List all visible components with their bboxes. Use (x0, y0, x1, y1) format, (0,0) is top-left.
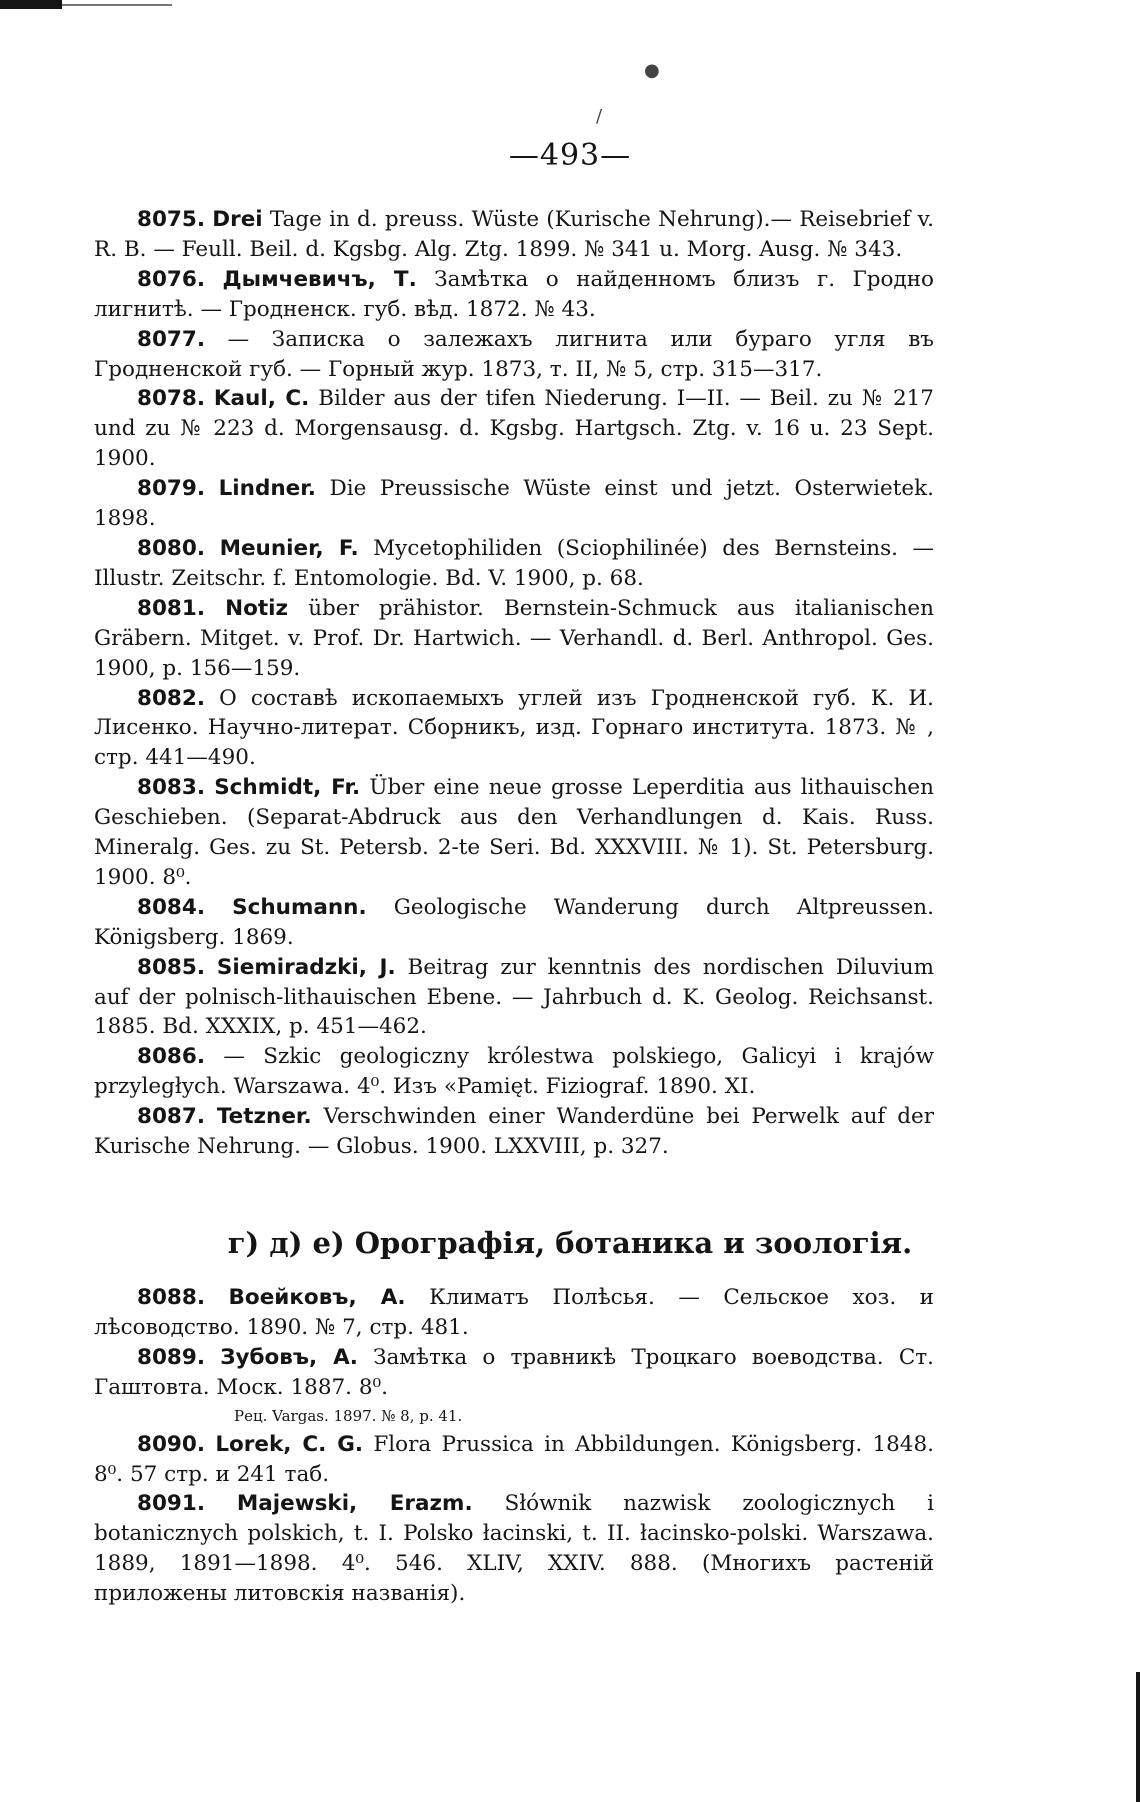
entry: 8084. Schumann. Geologische Wanderung durch Altpreussen. Königsberg. 1869. (94, 894, 934, 950)
entry: 8078. Kaul, C. Bilder aus der tifen Niederung. I—II. — Beil. zu № 217 und zu № 223 d. Morgensausg. d. Kgsbg. Hartgsch. Ztg. v. 16 u. 23 Sept. 1900. (94, 386, 934, 472)
speck-slash: / (596, 106, 603, 127)
page-number: —493— (508, 138, 632, 173)
review-note: Рец. Vargas. 1897. № 8, p. 41. (234, 1406, 463, 1425)
entry: 8086. — Szkic geologiczny królestwa polskiego, Galicyi i krajów przyległych. Warszawa. 4⁰. Изъ «Pamięt. Fiziograf. 1890. XI. (94, 1044, 934, 1100)
entry: 8083. Schmidt, Fr. Über eine neue grosse Leperditia aus lithauischen Geschieben. (Separat-Abdruck aus den Verhandlungen d. Kais. Russ. Mineralg. Ges. zu St. Petersb. 2-te Seri. Bd. XXXVIII. № 1). St. Petersburg. 1900. 8⁰. (94, 775, 934, 890)
entry: 8087. Tetzner. Verschwinden einer Wanderdüne bei Perwelk auf der Kurische Nehrung. — Globus. 1900. LXXVIII, p. 327. (94, 1104, 934, 1160)
bibliography-list (94, 205, 934, 1162)
corner-scan-mark-2 (62, 4, 172, 6)
entry: 8080. Meunier, F. Mycetophiliden (Sciophilinée) des Bernsteins. — Illustr. Zeitschr. f. Entomologie. Bd. V. 1900, p. 68. (94, 535, 934, 591)
entry: 8075. Drei Tage in d. preuss. Wüste (Kurische Nehrung).— Reisebrief v. R. B. — Feull. Beil. d. Kgsbg. Alg. Ztg. 1899. № 341 u. Morg. Ausg. № 343. (94, 207, 934, 262)
bibliography-list-botany (94, 1283, 934, 1609)
corner-scan-mark (0, 0, 62, 9)
entry: 8079. Lindner. Die Preussische Wüste einst und jetzt. Osterwietek. 1898. (94, 476, 934, 532)
entry: 8076. Дымчевичъ, Т. Замѣтка о найденномъ близъ г. Гродно лигнитѣ. — Гродненск. губ. вѣд. 1872. № 43. (94, 266, 934, 322)
right-edge-mark (1136, 1672, 1140, 1802)
section-heading: г) д) е) Орографія, ботаника и зоологія. (227, 1226, 913, 1260)
entry: 8077. — Записка о залежахъ лигнита или бураго угля въ Гродненской губ. — Горный жур. 1873, т. II, № 5, стр. 315—317. (94, 326, 934, 382)
entry: 8088. Воейковъ, А. Климатъ Полѣсья. — Сельское хоз. и лѣсоводство. 1890. № 7, стр. 481. (94, 1285, 935, 1340)
entry: 8085. Siemiradzki, J. Beitrag zur kenntnis des nordischen Diluvium auf der polnisch-lithauischen Ebene. — Jahrbuch d. K. Geolog. Reichsanst. 1885. Bd. XXXIX, p. 451—462. (94, 954, 934, 1040)
speck-dot: ● (644, 60, 660, 81)
entry: 8081. Notiz über prähistor. Bernstein-Schmuck aus italianischen Gräbern. Mitget. v. Prof. Dr. Hartwich. — Verhandl. d. Berl. Anthropol. Ges. 1900, p. 156—159. (94, 595, 934, 681)
entry: 8082. О составѣ ископаемыхъ углей изъ Гродненской губ. К. И. Лисенко. Научно-литерат. Сборникъ, изд. Горнаго института. 1873. № , стр. 441—490. (94, 685, 934, 771)
entry: 8089. Зубовъ, А. Замѣтка о травникѣ Троцкаго воеводства. Ст. Гаштовта. Моск. 1887. 8⁰. (94, 1344, 934, 1400)
entry: 8090. Lorek, C. G. Flora Prussica in Abbildungen. Königsberg. 1848. 8⁰. 57 стр. и 241 таб. (94, 1431, 934, 1487)
entry: 8091. Majewski, Erazm. Słównik nazwisk zoologicznych i botanicznych polskich, t. I. Polsko łacinski, t. II. łacinsko-polski. Warszawa. 1889, 1891—1898. 4⁰. 546. XLIV, XXIV. 888. (Многихъ растеній приложены литовскія названія). (94, 1491, 934, 1607)
